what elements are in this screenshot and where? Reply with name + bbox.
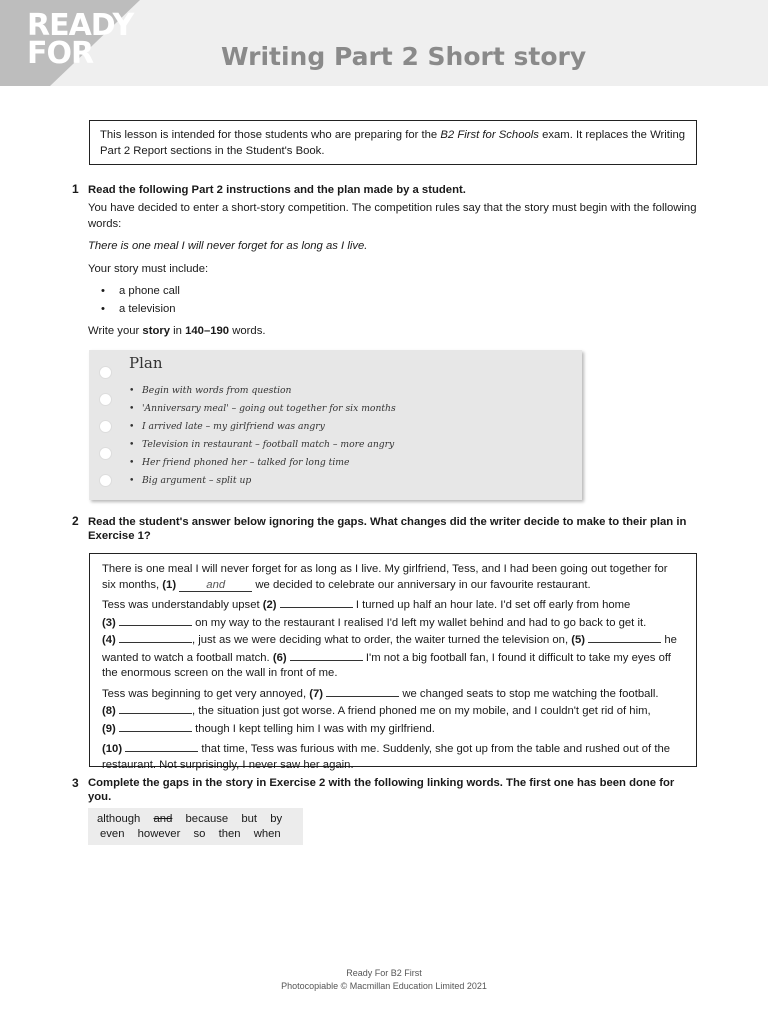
exercise-3-heading: Complete the gaps in the story in Exercise 2 with the following linking words. The first one has been done for you. [88,777,675,803]
logo-text: READY FOR [27,8,134,71]
plan-title: Plan [129,354,163,372]
plan-item: • Television in restaurant – football match – more angry [129,438,396,456]
linking-word: so [193,828,206,840]
gap-1-answer: and [179,580,252,592]
plan-item: • Big argument – split up [129,474,396,492]
story-paragraph: Tess was beginning to get very annoyed, (7) we changed seats to stop me watching the football. (8) , the situation just got worse. A friend phoned me on my mobile, and I couldn't get rid of him, (9) though I kept telling him I was with my girlfriend. [102,685,684,738]
story-paragraph: (10) that time, Tess was furious with me. Suddenly, she got up from the table and rushed out of the restaurant. Not surprisingly, I never saw her again. [102,740,684,773]
exercise-2-number: 2 [72,514,79,528]
exercise-1-task: You have decided to enter a short-story competition. The competition rules say that the story must begin with the following words: [88,202,697,230]
gap-10[interactable] [125,740,198,752]
footer-title: Ready For B2 First [346,968,422,978]
footer-copyright: Photocopiable © Macmillan Education Limited 2021 [281,981,487,991]
linking-words-box [88,808,303,845]
binder-hole-icon [99,366,112,379]
binder-hole-icon [99,420,112,433]
linking-words-row [100,827,291,842]
plan-list [129,384,396,492]
linking-word: because [185,813,229,825]
binder-hole-icon [99,393,112,406]
gap-7[interactable] [326,685,399,697]
gap-3[interactable] [119,614,192,626]
word-count-instruction: Write your story in 140–190 words. [88,325,266,337]
plan-item: • 'Anniversary meal' – going out together for six months [129,402,396,420]
story-opening-quote: There is one meal I will never forget for as long as I live. [88,240,368,252]
page-title: Writing Part 2 Short story [221,42,587,71]
linking-word: then [218,828,241,840]
linking-word: although [97,813,141,825]
gap-5[interactable] [588,631,661,643]
list-item: • a phone call [101,284,180,302]
gap-8[interactable] [119,702,192,714]
linking-word: however [137,828,181,840]
intro-note: This lesson is intended for those students who are preparing for the B2 First for Schools exam. It replaces the Writing Part 2 Report sections in the Student's Book. [89,120,697,165]
gap-4[interactable] [119,631,192,643]
linking-word: even [100,828,125,840]
story-paragraph: There is one meal I will never forget for as long as I live. My girlfriend, Tess, and I had been going out together for six months, (1) and we decided to celebrate our anniversary in our favourite restaurant. [102,563,668,591]
list-item: • a television [101,302,180,320]
linking-word: when [253,828,281,840]
story-paragraph: Tess was understandably upset (2) I turned up half an hour late. I'd set off early from home (3) on my way to the restaurant I realised I'd left my wallet behind and had to go back to get it. (4) , just as we were deciding what to order, the waiter turned the television on, (5) he wanted to watch a football match. (6) I'm not a big football fan, I found it difficult to take my eyes off the enormous screen on the wall in front of me. [102,596,684,682]
linking-words-row [97,812,292,827]
binder-hole-icon [99,474,112,487]
gap-2[interactable] [280,596,353,608]
plan-item: • Her friend phoned her – talked for long time [129,456,396,474]
requirements-list [101,284,180,320]
include-label: Your story must include: [88,263,209,275]
plan-item: • Begin with words from question [129,384,396,402]
binder-hole-icon [99,447,112,460]
exercise-2-heading: Read the student's answer below ignoring the gaps. What changes did the writer decide to make to their plan in Exercise 1? [88,516,687,542]
exercise-1-number: 1 [72,182,79,196]
linking-word: by [270,813,283,825]
exercise-1-heading: Read the following Part 2 instructions and the plan made by a student. [88,184,466,196]
gap-6[interactable] [290,649,363,661]
page-header [0,0,768,86]
gap-9[interactable] [119,720,192,732]
plan-item: • I arrived late – my girlfriend was angry [129,420,396,438]
linking-word: but [241,813,258,825]
linking-word-used: and [153,813,173,825]
student-story [89,553,697,771]
plan-note [89,350,582,500]
exercise-3-number: 3 [72,776,79,790]
